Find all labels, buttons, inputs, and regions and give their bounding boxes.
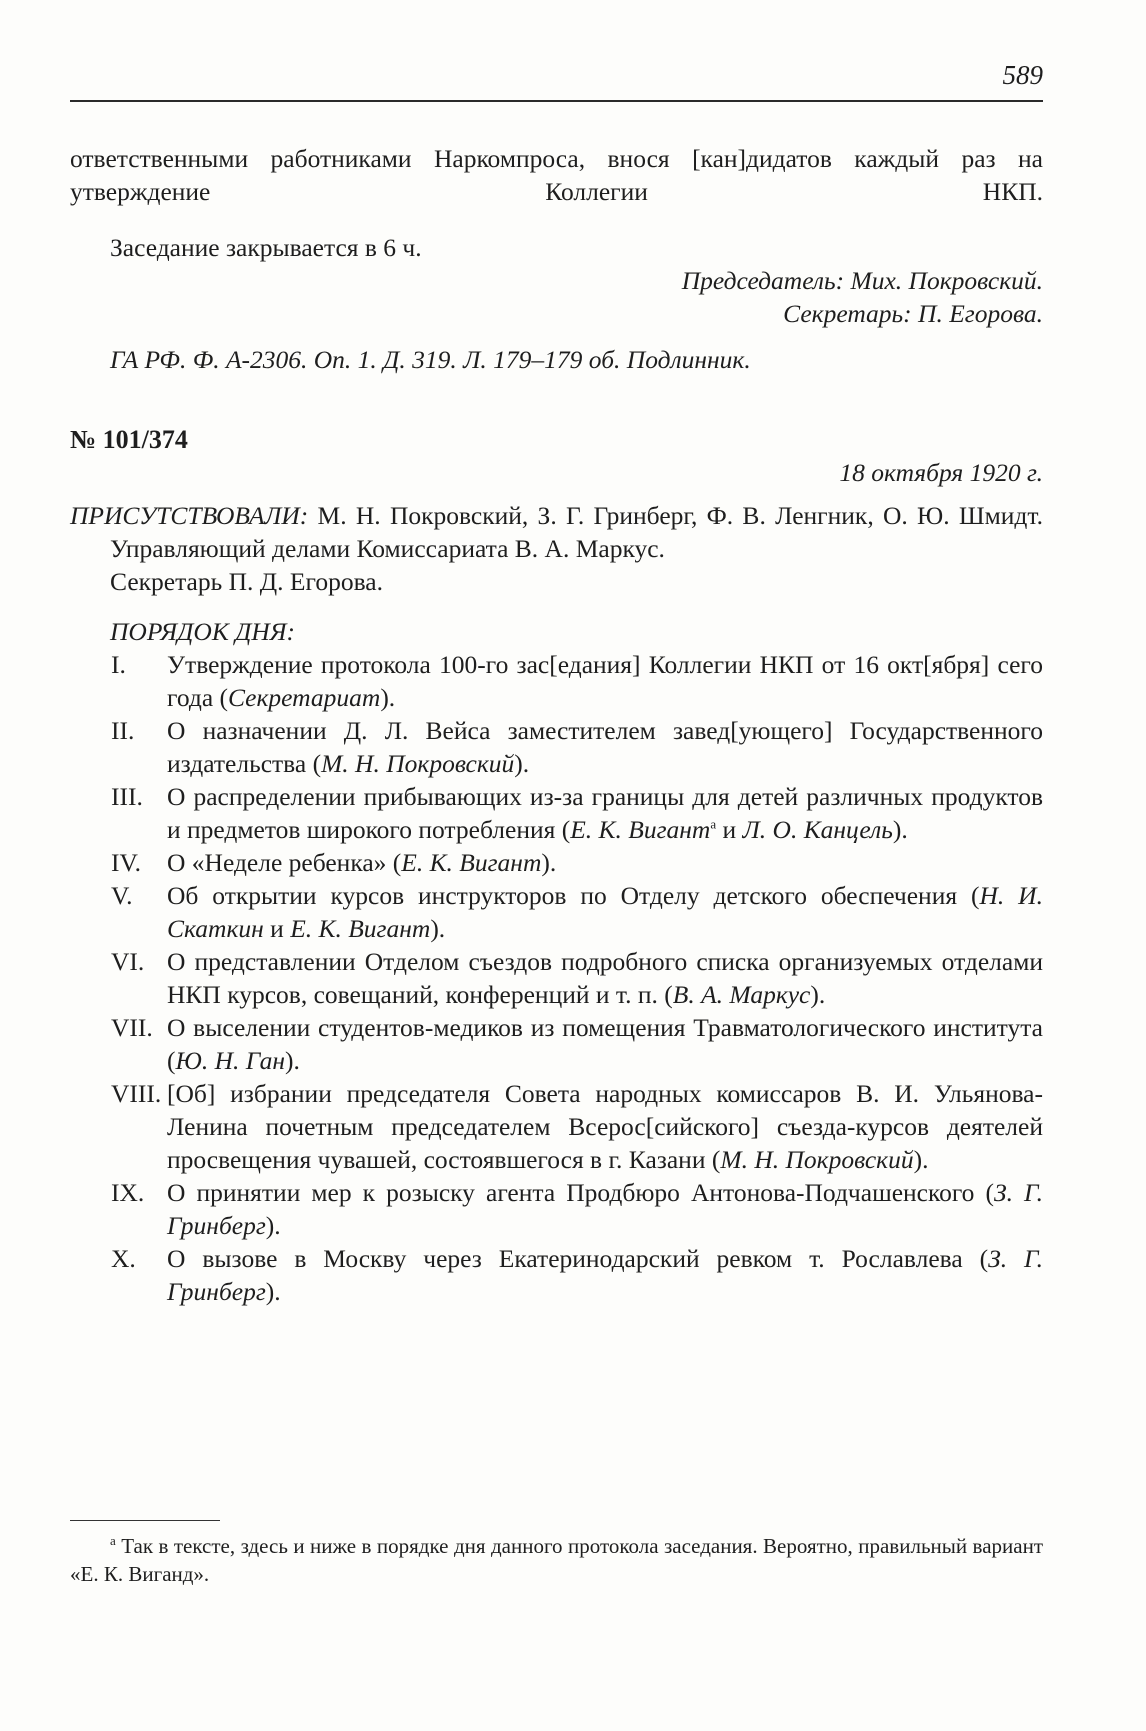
agenda-item-text: О распределении прибывающих из-за границы для детей различных продуктов и предметов широкого потребления (Е. К. Вигант$^а$ и Л. О. Канцель).	[167, 782, 1043, 844]
agenda-item	[70, 879, 1043, 945]
document-number: № 101/374	[70, 425, 188, 454]
agenda-item-number: VIII.	[111, 1079, 162, 1108]
agenda-item	[70, 945, 1043, 1011]
running-head	[70, 60, 1043, 100]
footnote	[70, 1532, 1043, 1588]
page	[70, 0, 1043, 1731]
agenda-item	[70, 846, 1043, 879]
agenda-item	[70, 1242, 1043, 1308]
agenda-item	[70, 1077, 1043, 1176]
agenda-item	[70, 1011, 1043, 1077]
document-date: 18 октября 1920 г.	[839, 458, 1043, 487]
agenda-item	[70, 1176, 1043, 1242]
attendees	[70, 499, 1043, 532]
agenda-item-text: О назначении Д. Л. Вейса заместителем завед[ующего] Государственного издательства (М. Н. Покровский).	[167, 716, 1043, 778]
footnote-marker: а	[710, 816, 717, 832]
agenda-item-text: Об открытии курсов инструкторов по Отделу детского обеспечения (Н. И. Скаткин и Е. К. Вигант).	[167, 881, 1043, 943]
agenda-list	[70, 648, 1043, 1308]
agenda-item-number: V.	[111, 881, 133, 910]
agenda-item	[70, 714, 1043, 780]
agenda-item	[70, 648, 1043, 714]
agenda-item-number: III.	[111, 782, 143, 811]
attendees-label: ПРИСУТСТВОВАЛИ:	[70, 501, 309, 530]
agenda-item-text: О выселении студентов-медиков из помещения Травматологического института (Ю. Н. Ган).	[167, 1013, 1043, 1075]
agenda-item-text: Утверждение протокола 100-го зас[едания] Коллегии НКП от 16 окт[ября] сего года (Секретариат).	[167, 650, 1043, 712]
footnote-rule	[70, 1520, 220, 1521]
secretary-signature: Секретарь: П. Егорова.	[783, 299, 1043, 328]
agenda-item-number: IX.	[111, 1178, 145, 1207]
business-manager: Управляющий делами Комиссариата В. А. Маркус.	[110, 534, 665, 563]
chairman-signature: Председатель: Мих. Покровский.	[681, 266, 1043, 295]
agenda-item-number: II.	[111, 716, 135, 745]
footnote-text: Так в тексте, здесь и ниже в порядке дня данного протокола заседания. Вероятно, правильный вариант «Е. К. Виганд».	[70, 1534, 1043, 1586]
agenda-item	[70, 780, 1043, 846]
protocol-secretary: Секретарь П. Д. Егорова.	[110, 567, 383, 596]
agenda-item-text: О представлении Отделом съездов подробного списка организуемых отделами НКП курсов, совещаний, конференций и т. п. (В. А. Маркус).	[167, 947, 1043, 1009]
agenda-item-number: X.	[111, 1244, 136, 1273]
header-rule	[70, 100, 1043, 102]
archive-reference: ГА РФ. Ф. А-2306. Оп. 1. Д. 319. Л. 179–179 об. Подлинник.	[110, 345, 751, 374]
page-number: 589	[1002, 60, 1043, 90]
closing-line: Заседание закрывается в 6 ч.	[110, 233, 422, 262]
agenda-item-text: О «Неделе ребенка» (Е. К. Вигант).	[167, 848, 557, 877]
agenda-item-number: IV.	[111, 848, 141, 877]
agenda-item-number: VI.	[111, 947, 145, 976]
attendees-names: М. Н. Покровский, З. Г. Гринберг, Ф. В. Ленгник, О. Ю. Шмидт.	[308, 501, 1043, 530]
footnote-mark: а	[110, 1533, 116, 1548]
agenda-item-number: VII.	[111, 1013, 153, 1042]
agenda-title: ПОРЯДОК ДНЯ:	[110, 617, 296, 646]
continuation-paragraph: ответственными работниками Наркомпроса, внося [кан]дидатов каждый раз на утверждение Коллегии НКП.	[70, 144, 1043, 206]
agenda-item-text: О вызове в Москву через Екатеринодарский ревком т. Рославлева (З. Г. Гринберг).	[167, 1244, 1044, 1306]
agenda-item-number: I.	[111, 650, 126, 679]
document-body	[70, 142, 1043, 1308]
agenda-item-text: О принятии мер к розыску агента Продбюро Антонова-Подчашенского (З. Г. Гринберг).	[167, 1178, 1043, 1240]
agenda-item-text: [Об] избрании председателя Совета народных комиссаров В. И. Ульянова-Ленина почетным председателем Всерос[сийского] съезда-курсов деятелей просвещения чувашей, состоявшегося в г. Казани (М. Н. Покровский).	[167, 1079, 1043, 1174]
